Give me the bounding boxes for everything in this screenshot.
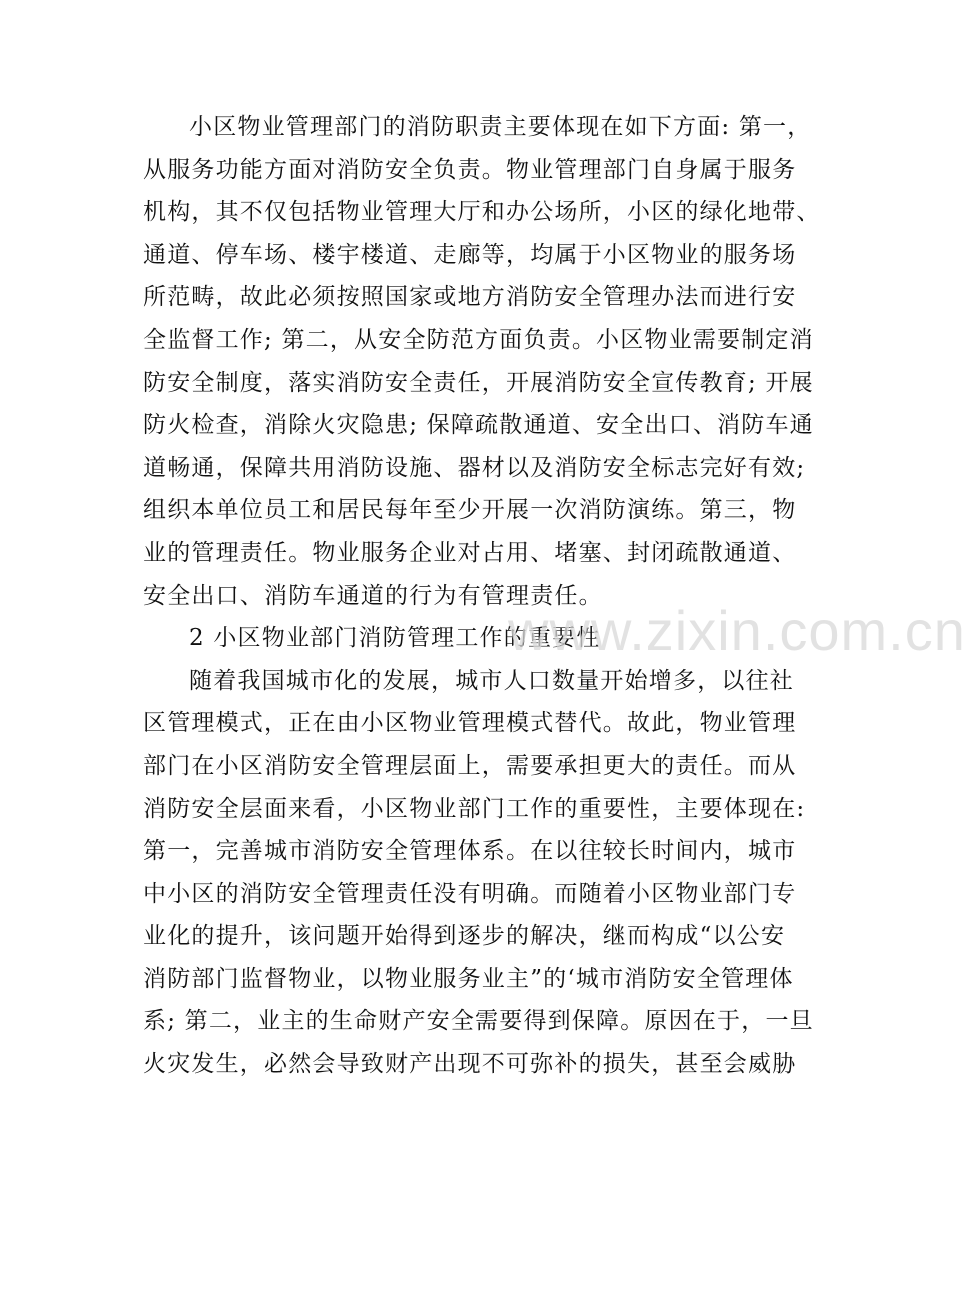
text-line: 部门在小区消防安全管理层面上，需要承担更大的责任。而从 [143,752,797,779]
text-line: 消防部门监督物业，以物业服务业主”的‘城市消防安全管理体 [143,965,794,992]
text-line: 所范畴，故此必须按照国家或地方消防安全管理办法而进行安 [143,284,797,311]
text-line: 消防安全层面来看，小区物业部门工作的重要性，主要体现在: [143,795,806,822]
text-line: 道畅通，保障共用消防设施、器材以及消防安全标志完好有效; [143,454,806,481]
text-line: 防火检查，消除火灾隐患; 保障疏散通道、安全出口、消防车通 [143,412,814,439]
text-line: 第一，完善城市消防安全管理体系。在以往较长时间内，城市 [143,838,797,865]
text-line: 组织本单位员工和居民每年至少开展一次消防演练。第三，物 [143,497,797,524]
text-line: 区管理模式，正在由小区物业管理模式替代。故此，物业管理 [143,710,797,737]
text-line: 全监督工作; 第二，从安全防范方面负责。小区物业需要制定消 [143,326,814,353]
text-line: 通道、停车场、楼宇楼道、走廊等，均属于小区物业的服务场 [143,241,797,268]
text-line: 小区物业管理部门的消防职责主要体现在如下方面: 第一， [189,114,812,140]
text-line: 中小区的消防安全管理责任没有明确。而随着小区物业部门专 [143,880,797,907]
text-line: 火灾发生，必然会导致财产出现不可弥补的损失，甚至会威胁 [143,1051,797,1078]
text-line: 系; 第二，业主的生命财产安全需要得到保障。原因在于，一旦 [143,1008,814,1035]
text-line: 防安全制度，落实消防安全责任，开展消防安全宣传教育; 开展 [143,369,814,396]
text-line: 业的管理责任。物业服务企业对占用、堵塞、封闭疏散通道、 [143,539,797,566]
text-line: 安全出口、消防车通道的行为有管理责任。 [143,582,603,609]
document-body [143,106,821,1086]
text-line: 2 小区物业部门消防管理工作的重要性 [189,625,601,652]
text-line: 业化的提升，该问题开始得到逐步的解决，继而构成“以公安 [143,923,786,950]
text-line: 随着我国城市化的发展，城市人口数量开始增多，以往社 [189,667,794,694]
text-line: 从服务功能方面对消防安全负责。物业管理部门自身属于服务 [143,156,797,183]
watermark: www.zixin.com.cn [508,599,966,662]
text-line: 机构，其不仅包括物业管理大厅和办公场所，小区的绿化地带、 [143,199,821,226]
